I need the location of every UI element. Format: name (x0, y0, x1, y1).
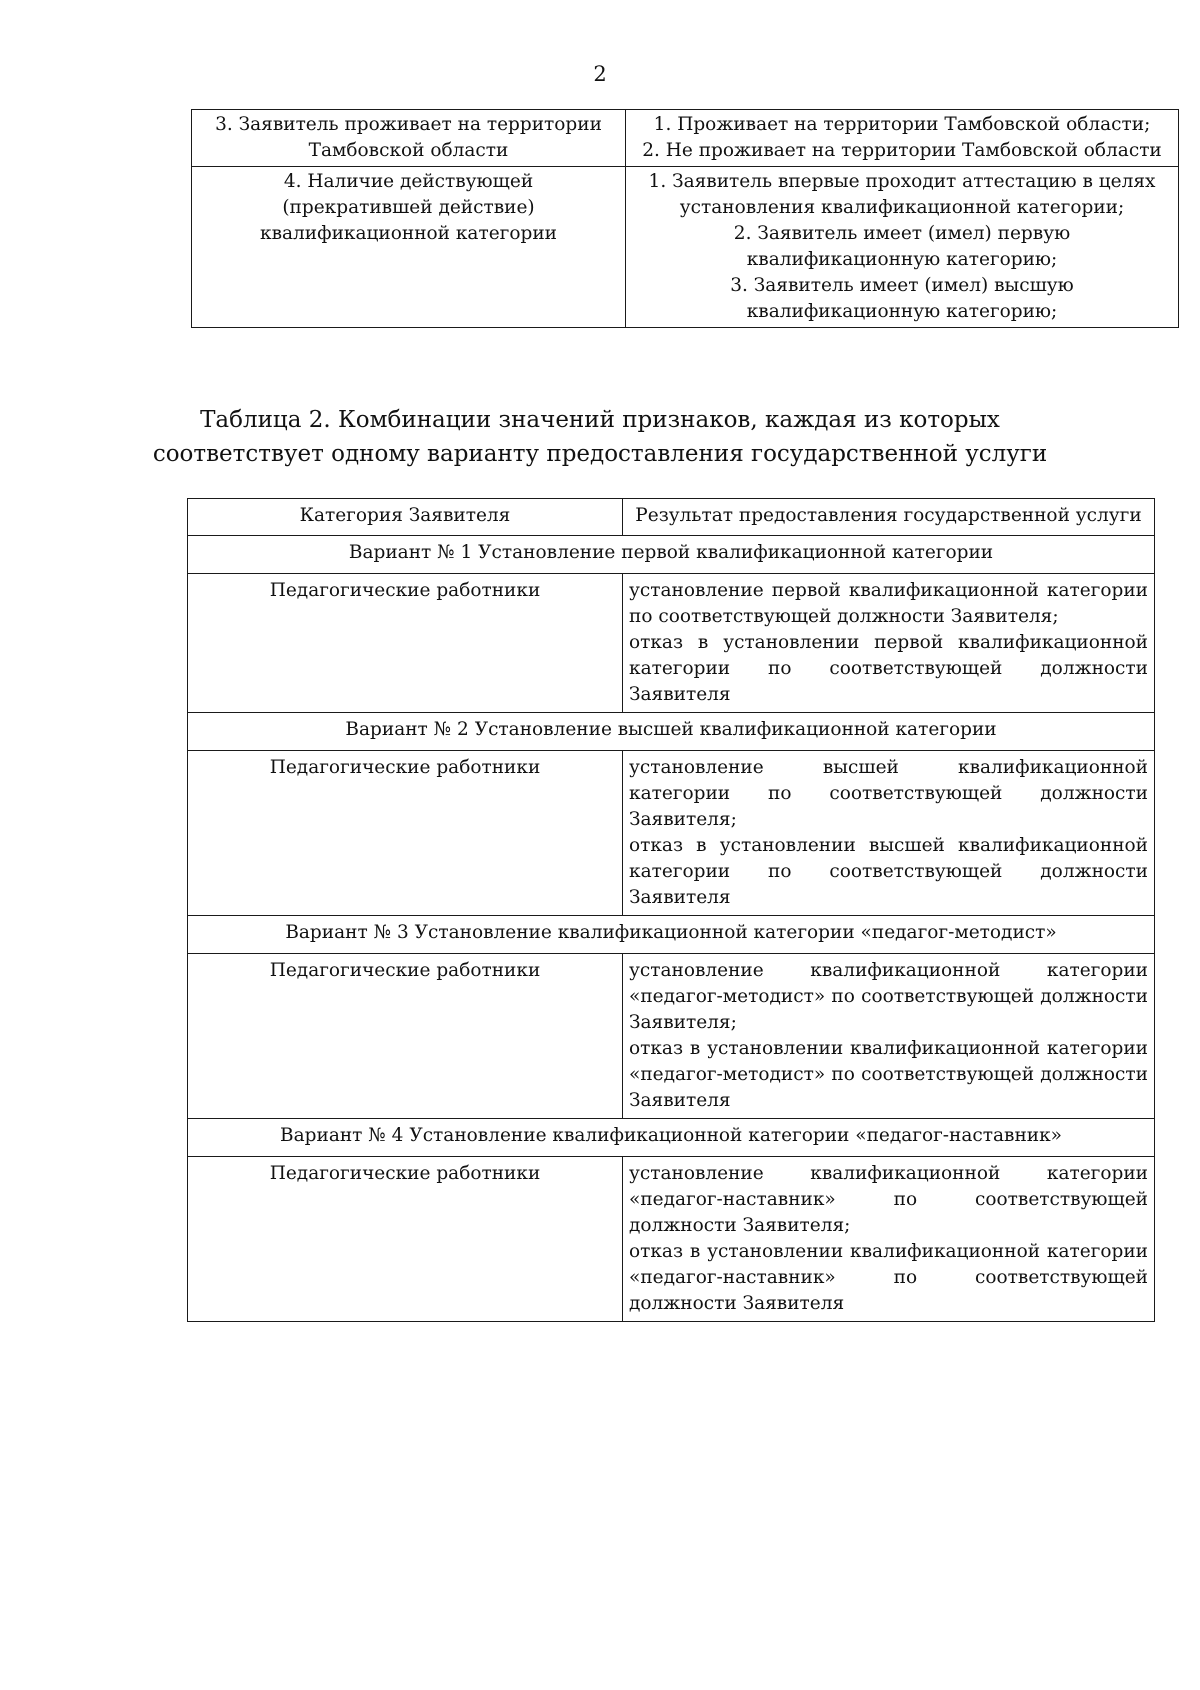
column-header-category: Категория Заявителя (188, 499, 623, 536)
service-result (623, 1157, 1155, 1322)
service-result (623, 751, 1155, 916)
features-table-continuation (191, 109, 1179, 328)
table-row (192, 167, 1179, 328)
applicant-category: Педагогические работники (188, 751, 623, 916)
text-line: квалификационную категорию; (746, 249, 1058, 270)
variant-title-row (188, 536, 1155, 574)
text-line: 1. Заявитель впервые проходит аттестацию в целях (648, 171, 1156, 192)
column-header-result: Результат предоставления государственной услуги (623, 499, 1155, 536)
values-cell (626, 110, 1179, 167)
text-line: 1. Проживает на территории Тамбовской области; (653, 114, 1151, 135)
result-text: отказ в установлении квалификационной категории «педагог-наставник» по соответствующей должности Заявителя (629, 1241, 1148, 1314)
applicant-category: Педагогические работники (188, 574, 623, 713)
result-text: установление первой квалификационной категории по соответствующей должности Заявителя; (629, 580, 1148, 627)
text-line: 4. Наличие действующей (283, 171, 534, 192)
text-line: Тамбовской области (308, 140, 509, 161)
applicant-category: Педагогические работники (188, 954, 623, 1119)
result-text: установление квалификационной категории «педагог-наставник» по соответствующей должности Заявителя; (629, 1163, 1148, 1236)
result-text: отказ в установлении высшей квалификационной категории по соответствующей должности Заявителя (629, 835, 1148, 908)
table-header-row (188, 499, 1155, 536)
text-line: установления квалификационной категории; (679, 197, 1125, 218)
caption-line: Таблица 2. Комбинации значений признаков, каждая из которых (200, 407, 1000, 433)
text-line: квалификационной категории (260, 223, 557, 244)
values-cell (626, 167, 1179, 328)
table-row (188, 751, 1155, 916)
text-line: квалификационную категорию; (746, 301, 1058, 322)
variant-title: Вариант № 1 Установление первой квалификационной категории (188, 536, 1155, 574)
result-text: установление квалификационной категории «педагог-методист» по соответствующей должности Заявителя; (629, 960, 1148, 1033)
text-line: 2. Не проживает на территории Тамбовской области (642, 140, 1162, 161)
result-text: отказ в установлении квалификационной категории «педагог-методист» по соответствующей должности Заявителя (629, 1038, 1148, 1111)
applicant-category: Педагогические работники (188, 1157, 623, 1322)
table-row (188, 1157, 1155, 1322)
variant-title: Вариант № 4 Установление квалификационной категории «педагог-наставник» (188, 1119, 1155, 1157)
variant-title-row (188, 916, 1155, 954)
text-line: 3. Заявитель имеет (имел) высшую (730, 275, 1074, 296)
variant-title: Вариант № 3 Установление квалификационной категории «педагог-методист» (188, 916, 1155, 954)
page-number: 2 (593, 62, 607, 86)
feature-cell (192, 167, 626, 328)
table-row (192, 110, 1179, 167)
table-row (188, 954, 1155, 1119)
caption-line: соответствует одному варианту предоставления государственной услуги (152, 441, 1048, 467)
service-result (623, 574, 1155, 713)
text-line: (прекратившей действие) (282, 197, 535, 218)
text-line: 2. Заявитель имеет (имел) первую (733, 223, 1071, 244)
result-text: отказ в установлении первой квалификационной категории по соответствующей должности Заявителя (629, 632, 1148, 705)
feature-cell (192, 110, 626, 167)
variant-title: Вариант № 2 Установление высшей квалификационной категории (188, 713, 1155, 751)
result-text: установление высшей квалификационной категории по соответствующей должности Заявителя; (629, 757, 1148, 830)
table-caption (0, 403, 1200, 471)
text-line: 3. Заявитель проживает на территории (215, 114, 602, 135)
service-result (623, 954, 1155, 1119)
variant-title-row (188, 713, 1155, 751)
variants-table (187, 498, 1155, 1322)
table-row (188, 574, 1155, 713)
variant-title-row (188, 1119, 1155, 1157)
